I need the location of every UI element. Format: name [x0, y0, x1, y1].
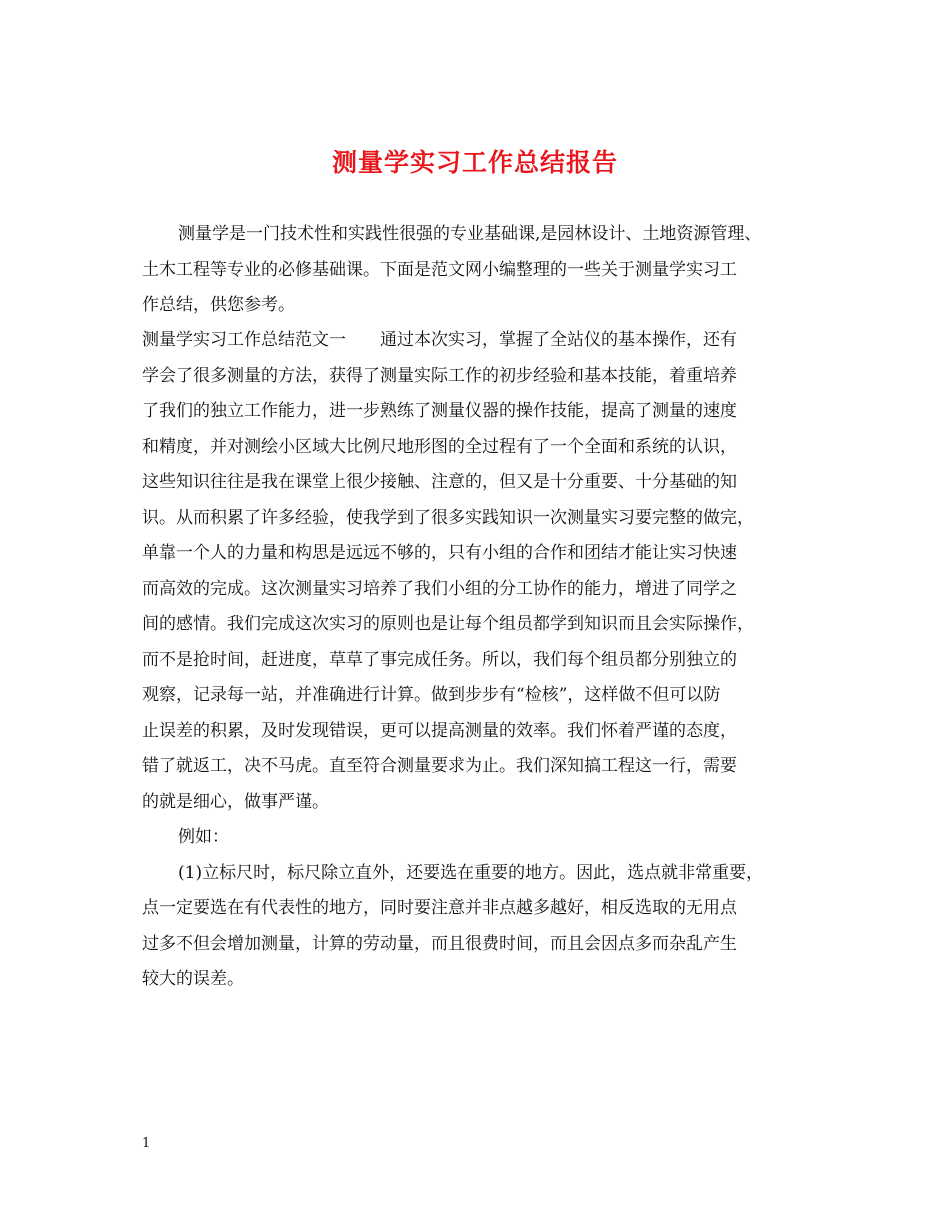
body-line: 而高效的完成。这次测量实习培养了我们小组的分工协作的能力，增进了同学之: [142, 579, 737, 599]
body-line: 和精度，并对测绘小区域大比例尺地形图的全过程有了一个全面和系统的认识，: [142, 437, 737, 457]
body-line: 了我们的独立工作能力，进一步熟练了测量仪器的操作技能，提高了测量的速度: [142, 401, 737, 421]
body-line: 测量学是一门技术性和实践性很强的专业基础课,是园林设计、土地资源管理、: [178, 224, 762, 244]
body-line: 单靠一个人的力量和构思是远远不够的，只有小组的合作和团结才能让实习快速: [142, 543, 737, 563]
page-number: 1: [142, 1136, 151, 1151]
body-line: 观察，记录每一站，并准确进行计算。做到步步有“检核”，这样做不但可以防: [142, 685, 721, 705]
body-line: 例如：: [178, 827, 229, 847]
body-line: (1)立标尺时，标尺除立直外，还要选在重要的地方。因此，选点就非常重要，: [178, 863, 764, 883]
body-line: 而不是抢时间，赶进度，草草了事完成任务。所以，我们每个组员都分别独立的: [142, 650, 737, 670]
body-line: 止误差的积累，及时发现错误，更可以提高测量的效率。我们怀着严谨的态度，: [142, 721, 737, 741]
body-line: 这些知识往往是我在课堂上很少接触、注意的，但又是十分重要、十分基础的知: [142, 472, 737, 492]
body-line: 过多不但会增加测量，计算的劳动量，而且很费时间，而且会因点多而杂乱产生: [142, 934, 737, 954]
body-line: 错了就返工，决不马虎。直至符合测量要求为止。我们深知搞工程这一行，需要: [142, 756, 737, 776]
body-line: 测量学实习工作总结范文一 通过本次实习，掌握了全站仪的基本操作，还有: [142, 330, 737, 350]
body-line: 学会了很多测量的方法，获得了测量实际工作的初步经验和基本技能，着重培养: [142, 366, 737, 386]
body-line: 土木工程等专业的必修基础课。下面是范文网小编整理的一些关于测量学实习工: [142, 260, 737, 280]
body-line: 的就是细心，做事严谨。: [142, 792, 329, 812]
body-line: 识。从而积累了许多经验，使我学到了很多实践知识一次测量实习要完整的做完，: [142, 508, 754, 528]
body-line: 间的感情。我们完成这次实习的原则也是让每个组员都学到知识而且会实际操作，: [142, 614, 754, 634]
body-line: 较大的误差。: [142, 969, 244, 989]
body-line: 作总结，供您参考。: [142, 295, 295, 315]
document-title: 测量学实习工作总结报告: [331, 148, 618, 177]
body-line: 点一定要选在有代表性的地方，同时要注意并非点越多越好，相反选取的无用点: [142, 898, 737, 918]
